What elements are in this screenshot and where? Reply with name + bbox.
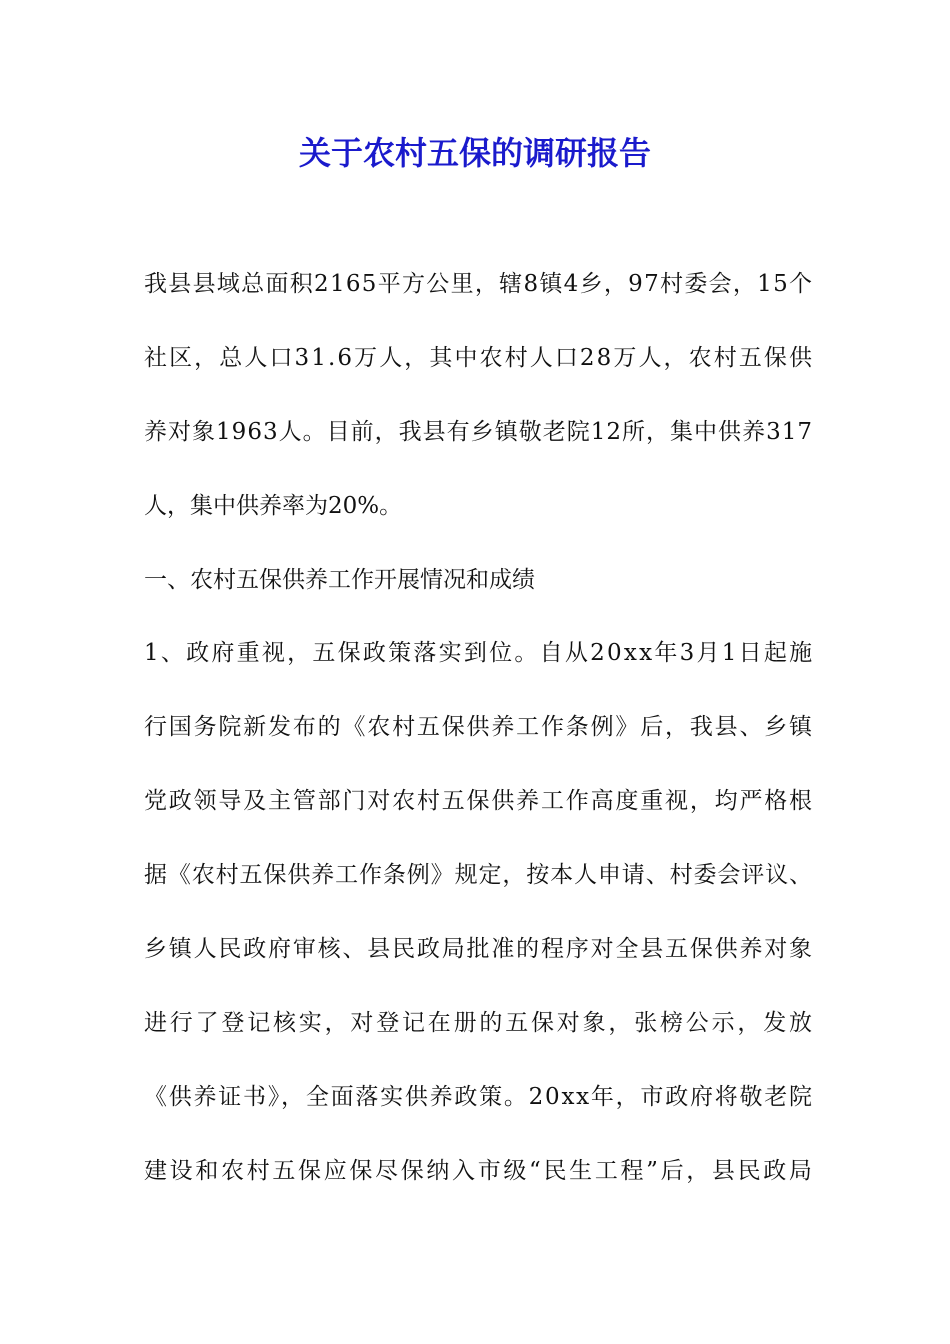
body-line-7: 行国务院新发布的《农村五保供养工作条例》后，我县、乡镇: [144, 714, 814, 741]
body-line-8: 党政领导及主管部门对农村五保供养工作高度重视，均严格根: [144, 788, 814, 815]
body-line-3: 养对象1963人。目前，我县有乡镇敬老院12所，集中供养317: [144, 418, 814, 445]
body-line-13: 建设和农村五保应保尽保纳入市级“民生工程”后，县民政局: [144, 1157, 815, 1184]
body-line-12: 《供养证书》，全面落实供养政策。20xx年，市政府将敬老院: [144, 1083, 814, 1110]
section-heading-1: 一、农村五保供养工作开展情况和成绩: [144, 566, 535, 593]
body-line-1: 我县县域总面积2165平方公里，辖8镇4乡，97村委会，15个: [144, 271, 814, 297]
body-line-4: 人，集中供养率为20%。: [144, 492, 403, 519]
body-line-6: 1、政府重视，五保政策落实到位。自从20xx年3月1日起施: [144, 640, 815, 667]
body-line-9: 据《农村五保供养工作条例》规定，按本人申请、村委会评议、: [144, 862, 813, 889]
document-body: [144, 262, 815, 1223]
body-line-11: 进行了登记核实，对登记在册的五保对象，张榜公示，发放: [144, 1009, 815, 1036]
document-title: 关于农村五保的调研报告: [298, 134, 651, 172]
body-line-10: 乡镇人民政府审核、县民政局批准的程序对全县五保供养对象: [144, 936, 814, 963]
body-line-2: 社区，总人口31.6万人，其中农村人口28万人，农村五保供: [144, 344, 815, 371]
